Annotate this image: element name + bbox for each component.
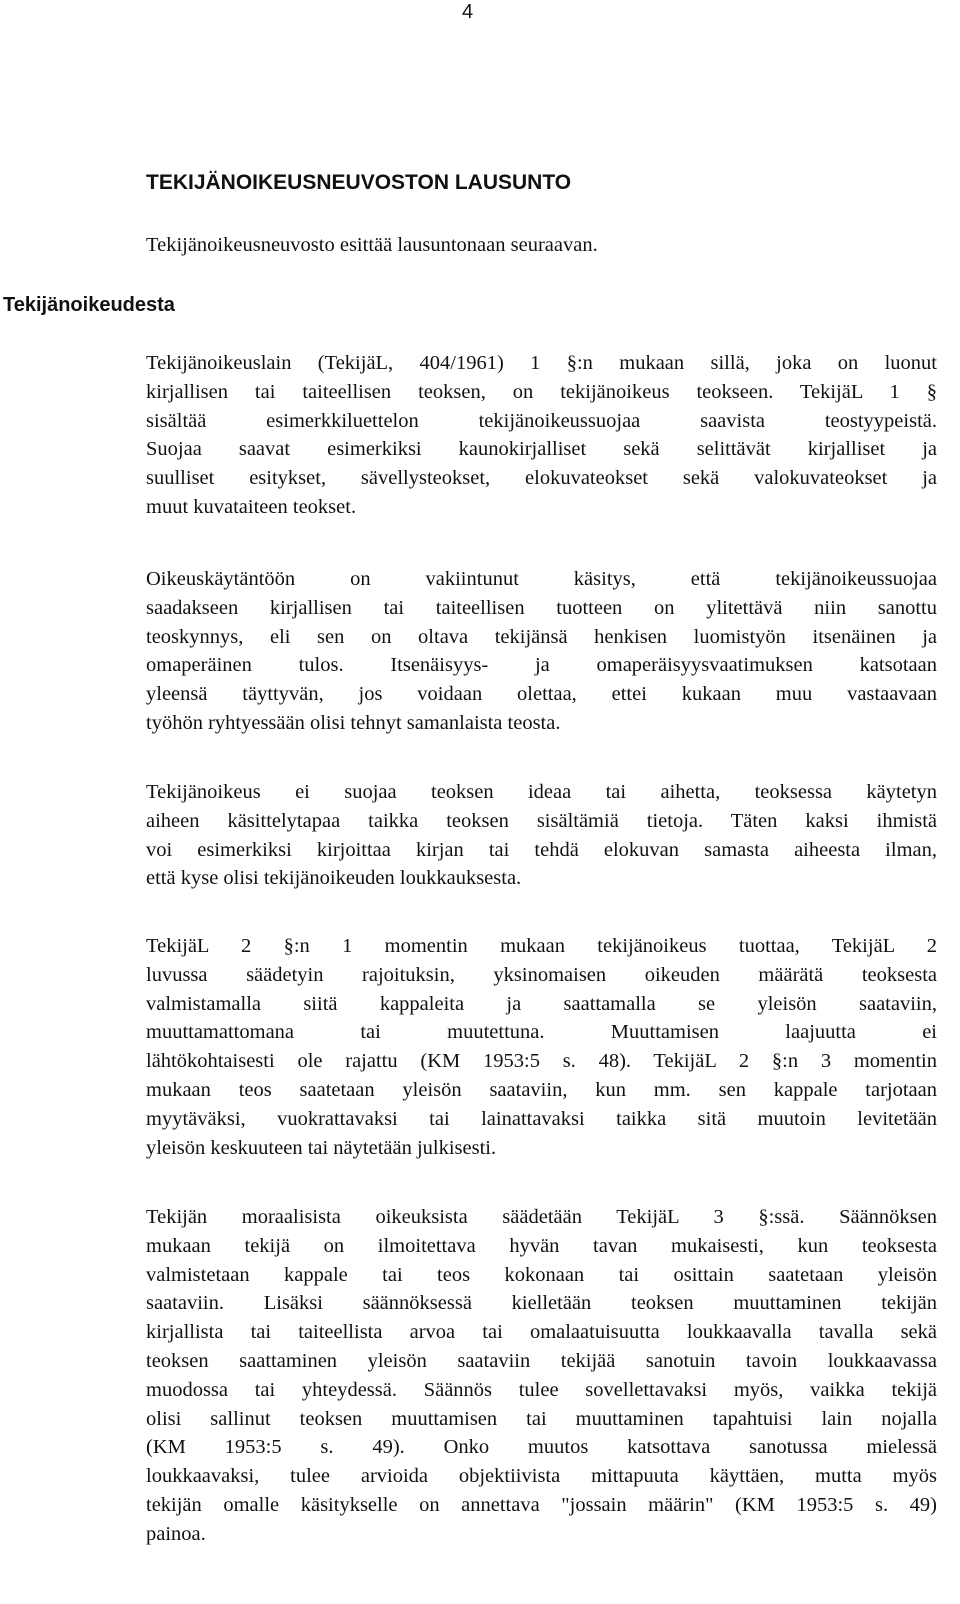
text-line: sisältää esimerkkiluettelon tekijänoikeussuojaa saavista teostyypeistä. [146, 409, 937, 432]
text-line: lähtökohtaisesti ole rajattu (KM 1953:5 s. 48). TekijäL 2 §:n 3 momentin [146, 1050, 937, 1073]
text-line: yleisön keskuuteen tai näytetään julkisesti. [146, 1136, 497, 1159]
text-line: olisi sallinut teoksen muuttamisen tai muuttaminen tapahtuisi lain nojalla [146, 1407, 937, 1430]
text-line: luvussa säädetyin rajoituksin, yksinomaisen oikeuden määrätä teoksesta [146, 963, 937, 986]
intro-sentence: Tekijänoikeusneuvosto esittää lausuntonaan seuraavan. [146, 234, 598, 256]
page-number: 4 [462, 1, 474, 23]
text-line: työhön ryhtyessään olisi tehnyt samanlaista teosta. [146, 711, 561, 734]
text-line: valmistetaan kappale tai teos kokonaan tai osittain saatetaan yleisön [146, 1263, 937, 1286]
paragraph-text [146, 565, 937, 738]
text-line: Oikeuskäytäntöön on vakiintunut käsitys, että tekijänoikeussuojaa [146, 568, 937, 590]
text-line: kirjallista tai taiteellista arvoa tai omalaatuisuutta loukkaavalla tavalla sekä [146, 1321, 937, 1344]
text-line: kirjallisen tai taiteellisen teoksen, on tekijänoikeus teokseen. TekijäL 1 § [146, 380, 937, 403]
text-line: muut kuvataiteen teokset. [146, 495, 357, 518]
text-line: muuttamattomana tai muutettuna. Muuttamisen laajuutta ei [146, 1021, 937, 1044]
paragraph-2 [146, 565, 937, 738]
text-line: Suojaa saavat esimerkiksi kaunokirjalliset sekä selittävät kirjalliset ja [146, 438, 937, 461]
text-line: TekijäL 2 §:n 1 momentin mukaan tekijänoikeus tuottaa, TekijäL 2 [146, 935, 937, 957]
paragraph-3 [146, 778, 937, 893]
text-line: voi esimerkiksi kirjoittaa kirjan tai tehdä elokuvan samasta aiheesta ilman, [146, 838, 937, 861]
text-line: saadakseen kirjallisen tai taiteellisen tuotteen on ylitettävä niin sanottu [146, 596, 937, 619]
paragraph-text [146, 932, 937, 1162]
text-line: omaperäinen tulos. Itsenäisyys- ja omaperäisyysvaatimuksen katsotaan [146, 654, 937, 677]
text-line: myytäväksi, vuokrattavaksi tai lainattavaksi taikka sitä muutoin levitetään [146, 1107, 937, 1130]
text-line: saataviin. Lisäksi säännöksessä kielletään teoksen muuttaminen tekijän [146, 1292, 937, 1315]
text-line: suulliset esitykset, sävellysteokset, elokuvateokset sekä valokuvateokset ja [146, 467, 937, 490]
paragraph-5 [146, 1203, 937, 1549]
text-line: aiheen käsittelytapaa taikka teoksen sisältämiä tietoja. Täten kaksi ihmistä [146, 809, 937, 832]
text-line: tekijän omalle käsitykselle on annettava "jossain määrin" (KM 1953:5 s. 49) [146, 1493, 937, 1516]
text-line: valmistamalla siitä kappaleita ja saattamalla se yleisön saataviin, [146, 992, 937, 1015]
text-line: (KM 1953:5 s. 49). Onko muutos katsottava sanotussa mielessä [146, 1436, 937, 1459]
text-line: Tekijän moraalisista oikeuksista säädetään TekijäL 3 §:ssä. Säännöksen [146, 1206, 937, 1228]
text-line: yleensä täyttyvän, jos voidaan olettaa, ettei kukaan muu vastaavaan [146, 683, 937, 706]
text-line: mukaan tekijä on ilmoitettava hyvän tavan mukaisesti, kun teoksesta [146, 1234, 937, 1257]
text-line: painoa. [146, 1522, 206, 1545]
text-line: muodossa tai yhteydessä. Säännös tulee sovellettavaksi myös, vaikka tekijä [146, 1378, 937, 1401]
paragraph-4 [146, 932, 937, 1162]
paragraph-text [146, 1203, 937, 1549]
text-line: teoskynnys, eli sen on oltava tekijänsä henkisen luomistyön itsenäinen ja [146, 625, 937, 648]
document-heading: TEKIJÄNOIKEUSNEUVOSTON LAUSUNTO [146, 171, 572, 194]
text-line: Tekijänoikeuslain (TekijäL, 404/1961) 1 §:n mukaan sillä, joka on luonut [146, 352, 937, 374]
text-line: että kyse olisi tekijänoikeuden loukkauksesta. [146, 867, 522, 890]
text-line: Tekijänoikeus ei suojaa teoksen ideaa tai aihetta, teoksessa käytetyn [146, 781, 937, 803]
text-line: teoksen saattaminen yleisön saataviin tekijää sanotuin tavoin loukkaavassa [146, 1349, 937, 1372]
side-heading: Tekijänoikeudesta [3, 294, 175, 316]
paragraph-1 [146, 349, 937, 522]
text-line: loukkaavaksi, tulee arvioida objektiivista mittapuuta käyttäen, mutta myös [146, 1465, 937, 1488]
text-line: mukaan teos saatetaan yleisön saataviin, kun mm. sen kappale tarjotaan [146, 1078, 937, 1101]
paragraph-text [146, 778, 937, 893]
paragraph-text [146, 349, 937, 522]
